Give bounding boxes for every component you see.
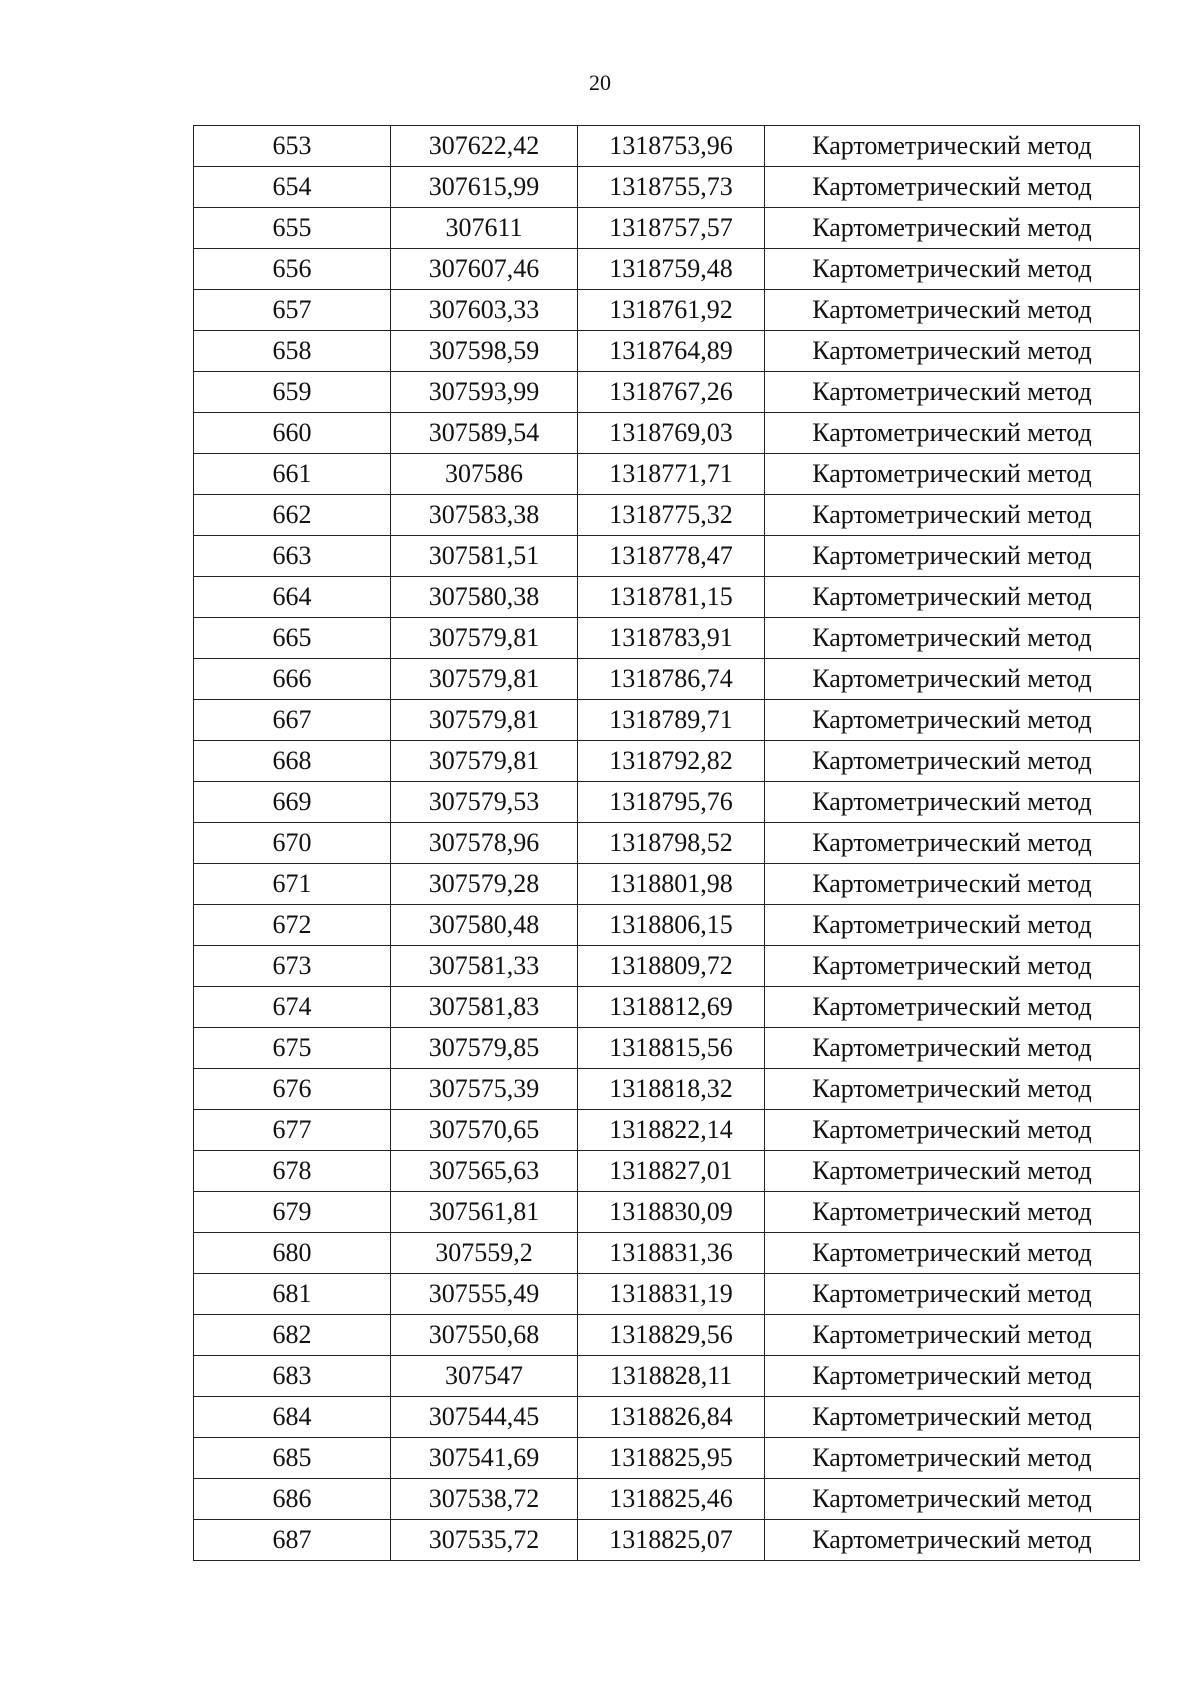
method-cell: Картометрический метод (765, 1028, 1140, 1069)
y-coordinate-cell: 1318792,82 (578, 741, 765, 782)
point-number-cell: 661 (194, 454, 391, 495)
method-cell: Картометрический метод (765, 536, 1140, 577)
y-coordinate-cell: 1318829,56 (578, 1315, 765, 1356)
x-coordinate-cell: 307581,83 (391, 987, 578, 1028)
x-coordinate-cell: 307581,33 (391, 946, 578, 987)
table-row (194, 1356, 1140, 1397)
point-number-cell: 667 (194, 700, 391, 741)
y-coordinate-cell: 1318812,69 (578, 987, 765, 1028)
x-coordinate-cell: 307579,81 (391, 700, 578, 741)
table-row (194, 700, 1140, 741)
point-number-cell: 681 (194, 1274, 391, 1315)
point-number-cell: 654 (194, 167, 391, 208)
y-coordinate-cell: 1318818,32 (578, 1069, 765, 1110)
y-coordinate-cell: 1318825,95 (578, 1438, 765, 1479)
y-coordinate-cell: 1318769,03 (578, 413, 765, 454)
method-cell: Картометрический метод (765, 413, 1140, 454)
table-row (194, 659, 1140, 700)
table-row (194, 741, 1140, 782)
table-row (194, 413, 1140, 454)
method-cell: Картометрический метод (765, 208, 1140, 249)
table-row (194, 864, 1140, 905)
y-coordinate-cell: 1318806,15 (578, 905, 765, 946)
x-coordinate-cell: 307580,38 (391, 577, 578, 618)
method-cell: Картометрический метод (765, 1069, 1140, 1110)
method-cell: Картометрический метод (765, 167, 1140, 208)
y-coordinate-cell: 1318795,76 (578, 782, 765, 823)
table-row (194, 782, 1140, 823)
x-coordinate-cell: 307559,2 (391, 1233, 578, 1274)
table-row (194, 1110, 1140, 1151)
method-cell: Картометрический метод (765, 1356, 1140, 1397)
x-coordinate-cell: 307579,85 (391, 1028, 578, 1069)
x-coordinate-cell: 307535,72 (391, 1520, 578, 1561)
point-number-cell: 656 (194, 249, 391, 290)
point-number-cell: 669 (194, 782, 391, 823)
method-cell: Картометрический метод (765, 659, 1140, 700)
point-number-cell: 683 (194, 1356, 391, 1397)
method-cell: Картометрический метод (765, 1520, 1140, 1561)
point-number-cell: 668 (194, 741, 391, 782)
method-cell: Картометрический метод (765, 618, 1140, 659)
y-coordinate-cell: 1318815,56 (578, 1028, 765, 1069)
method-cell: Картометрический метод (765, 1479, 1140, 1520)
y-coordinate-cell: 1318827,01 (578, 1151, 765, 1192)
method-cell: Картометрический метод (765, 1110, 1140, 1151)
point-number-cell: 680 (194, 1233, 391, 1274)
table-row (194, 372, 1140, 413)
page-number: 20 (589, 70, 611, 95)
table-row (194, 1315, 1140, 1356)
method-cell: Картометрический метод (765, 1233, 1140, 1274)
method-cell: Картометрический метод (765, 1315, 1140, 1356)
x-coordinate-cell: 307575,39 (391, 1069, 578, 1110)
table-row (194, 1069, 1140, 1110)
x-coordinate-cell: 307579,81 (391, 659, 578, 700)
method-cell: Картометрический метод (765, 372, 1140, 413)
point-number-cell: 676 (194, 1069, 391, 1110)
table-row (194, 1192, 1140, 1233)
table-row (194, 290, 1140, 331)
method-cell: Картометрический метод (765, 782, 1140, 823)
table-row (194, 1274, 1140, 1315)
y-coordinate-cell: 1318783,91 (578, 618, 765, 659)
table-row (194, 1479, 1140, 1520)
method-cell: Картометрический метод (765, 700, 1140, 741)
x-coordinate-cell: 307579,28 (391, 864, 578, 905)
point-number-cell: 678 (194, 1151, 391, 1192)
table-row (194, 1438, 1140, 1479)
x-coordinate-cell: 307570,65 (391, 1110, 578, 1151)
x-coordinate-cell: 307565,63 (391, 1151, 578, 1192)
x-coordinate-cell: 307561,81 (391, 1192, 578, 1233)
y-coordinate-cell: 1318798,52 (578, 823, 765, 864)
method-cell: Картометрический метод (765, 290, 1140, 331)
point-number-cell: 653 (194, 126, 391, 167)
table-row (194, 536, 1140, 577)
x-coordinate-cell: 307598,59 (391, 331, 578, 372)
x-coordinate-cell: 307589,54 (391, 413, 578, 454)
x-coordinate-cell: 307550,68 (391, 1315, 578, 1356)
table-row (194, 208, 1140, 249)
y-coordinate-cell: 1318781,15 (578, 577, 765, 618)
x-coordinate-cell: 307578,96 (391, 823, 578, 864)
table-row (194, 167, 1140, 208)
y-coordinate-cell: 1318761,92 (578, 290, 765, 331)
x-coordinate-cell: 307538,72 (391, 1479, 578, 1520)
y-coordinate-cell: 1318831,19 (578, 1274, 765, 1315)
point-number-cell: 671 (194, 864, 391, 905)
coordinates-table (193, 125, 1140, 1561)
point-number-cell: 679 (194, 1192, 391, 1233)
y-coordinate-cell: 1318778,47 (578, 536, 765, 577)
point-number-cell: 660 (194, 413, 391, 454)
y-coordinate-cell: 1318767,26 (578, 372, 765, 413)
point-number-cell: 685 (194, 1438, 391, 1479)
point-number-cell: 674 (194, 987, 391, 1028)
y-coordinate-cell: 1318759,48 (578, 249, 765, 290)
x-coordinate-cell: 307579,81 (391, 741, 578, 782)
x-coordinate-cell: 307541,69 (391, 1438, 578, 1479)
x-coordinate-cell: 307547 (391, 1356, 578, 1397)
point-number-cell: 672 (194, 905, 391, 946)
x-coordinate-cell: 307586 (391, 454, 578, 495)
x-coordinate-cell: 307611 (391, 208, 578, 249)
point-number-cell: 687 (194, 1520, 391, 1561)
point-number-cell: 682 (194, 1315, 391, 1356)
point-number-cell: 662 (194, 495, 391, 536)
point-number-cell: 664 (194, 577, 391, 618)
y-coordinate-cell: 1318825,07 (578, 1520, 765, 1561)
method-cell: Картометрический метод (765, 331, 1140, 372)
x-coordinate-cell: 307544,45 (391, 1397, 578, 1438)
table-row (194, 1397, 1140, 1438)
y-coordinate-cell: 1318831,36 (578, 1233, 765, 1274)
y-coordinate-cell: 1318753,96 (578, 126, 765, 167)
table-row (194, 454, 1140, 495)
y-coordinate-cell: 1318828,11 (578, 1356, 765, 1397)
point-number-cell: 666 (194, 659, 391, 700)
method-cell: Картометрический метод (765, 577, 1140, 618)
method-cell: Картометрический метод (765, 1151, 1140, 1192)
table-row (194, 823, 1140, 864)
point-number-cell: 684 (194, 1397, 391, 1438)
method-cell: Картометрический метод (765, 946, 1140, 987)
method-cell: Картометрический метод (765, 741, 1140, 782)
table-row (194, 618, 1140, 659)
table-row (194, 987, 1140, 1028)
method-cell: Картометрический метод (765, 1438, 1140, 1479)
x-coordinate-cell: 307615,99 (391, 167, 578, 208)
x-coordinate-cell: 307579,53 (391, 782, 578, 823)
x-coordinate-cell: 307583,38 (391, 495, 578, 536)
table-row (194, 905, 1140, 946)
method-cell: Картометрический метод (765, 905, 1140, 946)
table-row (194, 1028, 1140, 1069)
point-number-cell: 658 (194, 331, 391, 372)
method-cell: Картометрический метод (765, 454, 1140, 495)
y-coordinate-cell: 1318755,73 (578, 167, 765, 208)
table-row (194, 577, 1140, 618)
x-coordinate-cell: 307622,42 (391, 126, 578, 167)
method-cell: Картометрический метод (765, 864, 1140, 905)
point-number-cell: 686 (194, 1479, 391, 1520)
point-number-cell: 673 (194, 946, 391, 987)
method-cell: Картометрический метод (765, 1397, 1140, 1438)
y-coordinate-cell: 1318825,46 (578, 1479, 765, 1520)
table-row (194, 946, 1140, 987)
point-number-cell: 663 (194, 536, 391, 577)
table-row (194, 126, 1140, 167)
point-number-cell: 657 (194, 290, 391, 331)
y-coordinate-cell: 1318830,09 (578, 1192, 765, 1233)
method-cell: Картометрический метод (765, 126, 1140, 167)
table-row (194, 1151, 1140, 1192)
x-coordinate-cell: 307603,33 (391, 290, 578, 331)
point-number-cell: 659 (194, 372, 391, 413)
point-number-cell: 677 (194, 1110, 391, 1151)
coordinates-table-body (194, 126, 1140, 1561)
table-row (194, 495, 1140, 536)
x-coordinate-cell: 307581,51 (391, 536, 578, 577)
table-row (194, 1520, 1140, 1561)
method-cell: Картометрический метод (765, 1192, 1140, 1233)
method-cell: Картометрический метод (765, 1274, 1140, 1315)
method-cell: Картометрический метод (765, 823, 1140, 864)
y-coordinate-cell: 1318822,14 (578, 1110, 765, 1151)
y-coordinate-cell: 1318775,32 (578, 495, 765, 536)
point-number-cell: 665 (194, 618, 391, 659)
y-coordinate-cell: 1318764,89 (578, 331, 765, 372)
y-coordinate-cell: 1318789,71 (578, 700, 765, 741)
point-number-cell: 675 (194, 1028, 391, 1069)
x-coordinate-cell: 307607,46 (391, 249, 578, 290)
table-row (194, 331, 1140, 372)
y-coordinate-cell: 1318771,71 (578, 454, 765, 495)
y-coordinate-cell: 1318809,72 (578, 946, 765, 987)
y-coordinate-cell: 1318826,84 (578, 1397, 765, 1438)
y-coordinate-cell: 1318801,98 (578, 864, 765, 905)
x-coordinate-cell: 307580,48 (391, 905, 578, 946)
method-cell: Картометрический метод (765, 249, 1140, 290)
x-coordinate-cell: 307555,49 (391, 1274, 578, 1315)
method-cell: Картометрический метод (765, 987, 1140, 1028)
x-coordinate-cell: 307579,81 (391, 618, 578, 659)
point-number-cell: 655 (194, 208, 391, 249)
y-coordinate-cell: 1318757,57 (578, 208, 765, 249)
table-row (194, 249, 1140, 290)
table-row (194, 1233, 1140, 1274)
x-coordinate-cell: 307593,99 (391, 372, 578, 413)
point-number-cell: 670 (194, 823, 391, 864)
y-coordinate-cell: 1318786,74 (578, 659, 765, 700)
method-cell: Картометрический метод (765, 495, 1140, 536)
